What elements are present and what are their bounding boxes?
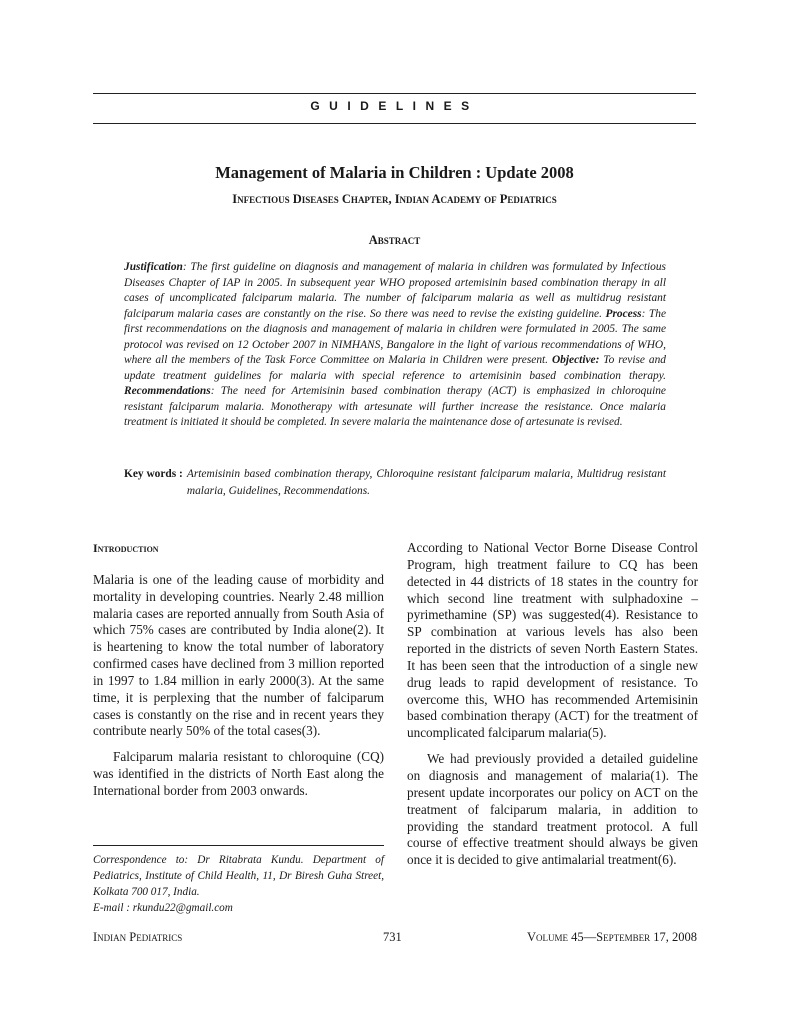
right-paragraph-1: According to National Vector Borne Disease Control Program, high treatment failure to CQ has been detected in 44 districts of 18 states in the country for which second line treatment with sulphadoxine – pyrimethamine (SP) was suggested(4). Resistance to SP combination at various levels has also been reported in the districts of seven North Eastern States. It has been seen that the introduction of a single new drug leads to rapid development of resistance. To overcome this, WHO has recommended Artemisinin based combination therapy (ACT) for the treatment of uncomplicated falciparum malaria(5). — [407, 540, 698, 741]
abstract-heading: Abstract — [368, 233, 421, 247]
recommendations-label: Recommendations — [124, 385, 211, 398]
process-text: : The first recommendations on the diagnosis and management of malaria in children were formulated in 2005. The same protocol was revised on 12 October 2007 in NIMHANS, Bangalore in the light of various recommendations of WHO, where all the members of the Task Force Committee on Malaria in Children were present. — [124, 307, 666, 367]
process-label: Process — [605, 307, 642, 320]
footer-page-number: 731 — [383, 930, 402, 944]
objective-label: Objective: — [551, 354, 600, 367]
correspondence-email: E-mail : rkundu22@gmail.com — [93, 902, 233, 914]
left-paragraph-2: Falciparum malaria resistant to chloroquine (CQ) was identified in the districts of North East along the International border from 2003 onwards. — [93, 749, 384, 798]
left-paragraph-1: Malaria is one of the leading cause of morbidity and mortality in developing countries. Nearly 2.48 million malaria cases are reported annually from South Asia of which 75% cases are contributed by India alone(2). It is heartening to know the total number of laboratory confirmed cases have declined from 3 million reported in 1997 to 1.84 million in early 2000(3). At the same time, it is perplexing that the number of falciparum cases is constantly on the rise and in recent years they contribute nearly 50% of the total cases(3). — [93, 571, 384, 739]
article-affiliation: Infectious Diseases Chapter, Indian Academy of Pediatrics — [232, 192, 557, 206]
header-bottom-rule — [93, 123, 696, 124]
introduction-heading: Introduction — [93, 541, 159, 555]
justification-label: Justification — [124, 261, 183, 273]
correspondence-block — [93, 852, 384, 916]
footer-journal: Indian Pediatrics — [93, 930, 183, 944]
objective-text: To revise and update treatment guidelines for malaria with special reference to artemisinin based combination therapy. — [124, 354, 666, 382]
keywords-text: Artemisinin based combination therapy, Chloroquine resistant falciparum malaria, Multidrug resistant malaria, Guidelines, Recommendations. — [186, 468, 666, 497]
recommendations-text: : The need for Artemisinin based combination therapy (ACT) is emphasized in chloroquine resistant falciparum malaria. Monotherapy with artesunate will further increase the resistance. Once malaria treatment is initiated it should be completed. In severe malaria the maintenance dose of artesunate is revised. — [124, 385, 666, 429]
correspondence-text: Correspondence to: Dr Ritabrata Kundu. Department of Pediatrics, Institute of Child Health, 11, Dr Biresh Guha Street, Kolkata 700 017, India. — [93, 854, 384, 898]
correspondence-rule — [93, 845, 384, 846]
header-top-rule — [93, 93, 696, 94]
keywords — [124, 466, 666, 499]
abstract-body — [124, 260, 666, 431]
justification-text: : The first guideline on diagnosis and management of malaria in children was formulated by Infectious Diseases Chapter of IAP in 2005. In subsequent year WHO proposed artemisinin based combination therapy in all cases of uncomplicated falciparum malaria. The number of falciparum malaria as well as multidrug resistant falciparum malaria cases are constantly on the rise. So there was need to revise the existing guideline. — [124, 261, 666, 320]
keywords-label: Key words : — [124, 468, 183, 480]
section-label: GUIDELINES — [310, 99, 479, 113]
footer-volume: Volume 45—September 17, 2008 — [527, 930, 697, 944]
article-title: Management of Malaria in Children : Update 2008 — [215, 163, 574, 182]
right-paragraph-2: We had previously provided a detailed guideline on diagnosis and management of malaria(1). The present update incorporates our policy on ACT on the treatment of falciparum malaria, in addition to providing the standard treatment protocol. A full course of effective treatment should always be given once it is decided to give antimalarial treatment(6). — [407, 751, 698, 868]
right-column — [407, 540, 698, 869]
left-column — [93, 540, 384, 800]
